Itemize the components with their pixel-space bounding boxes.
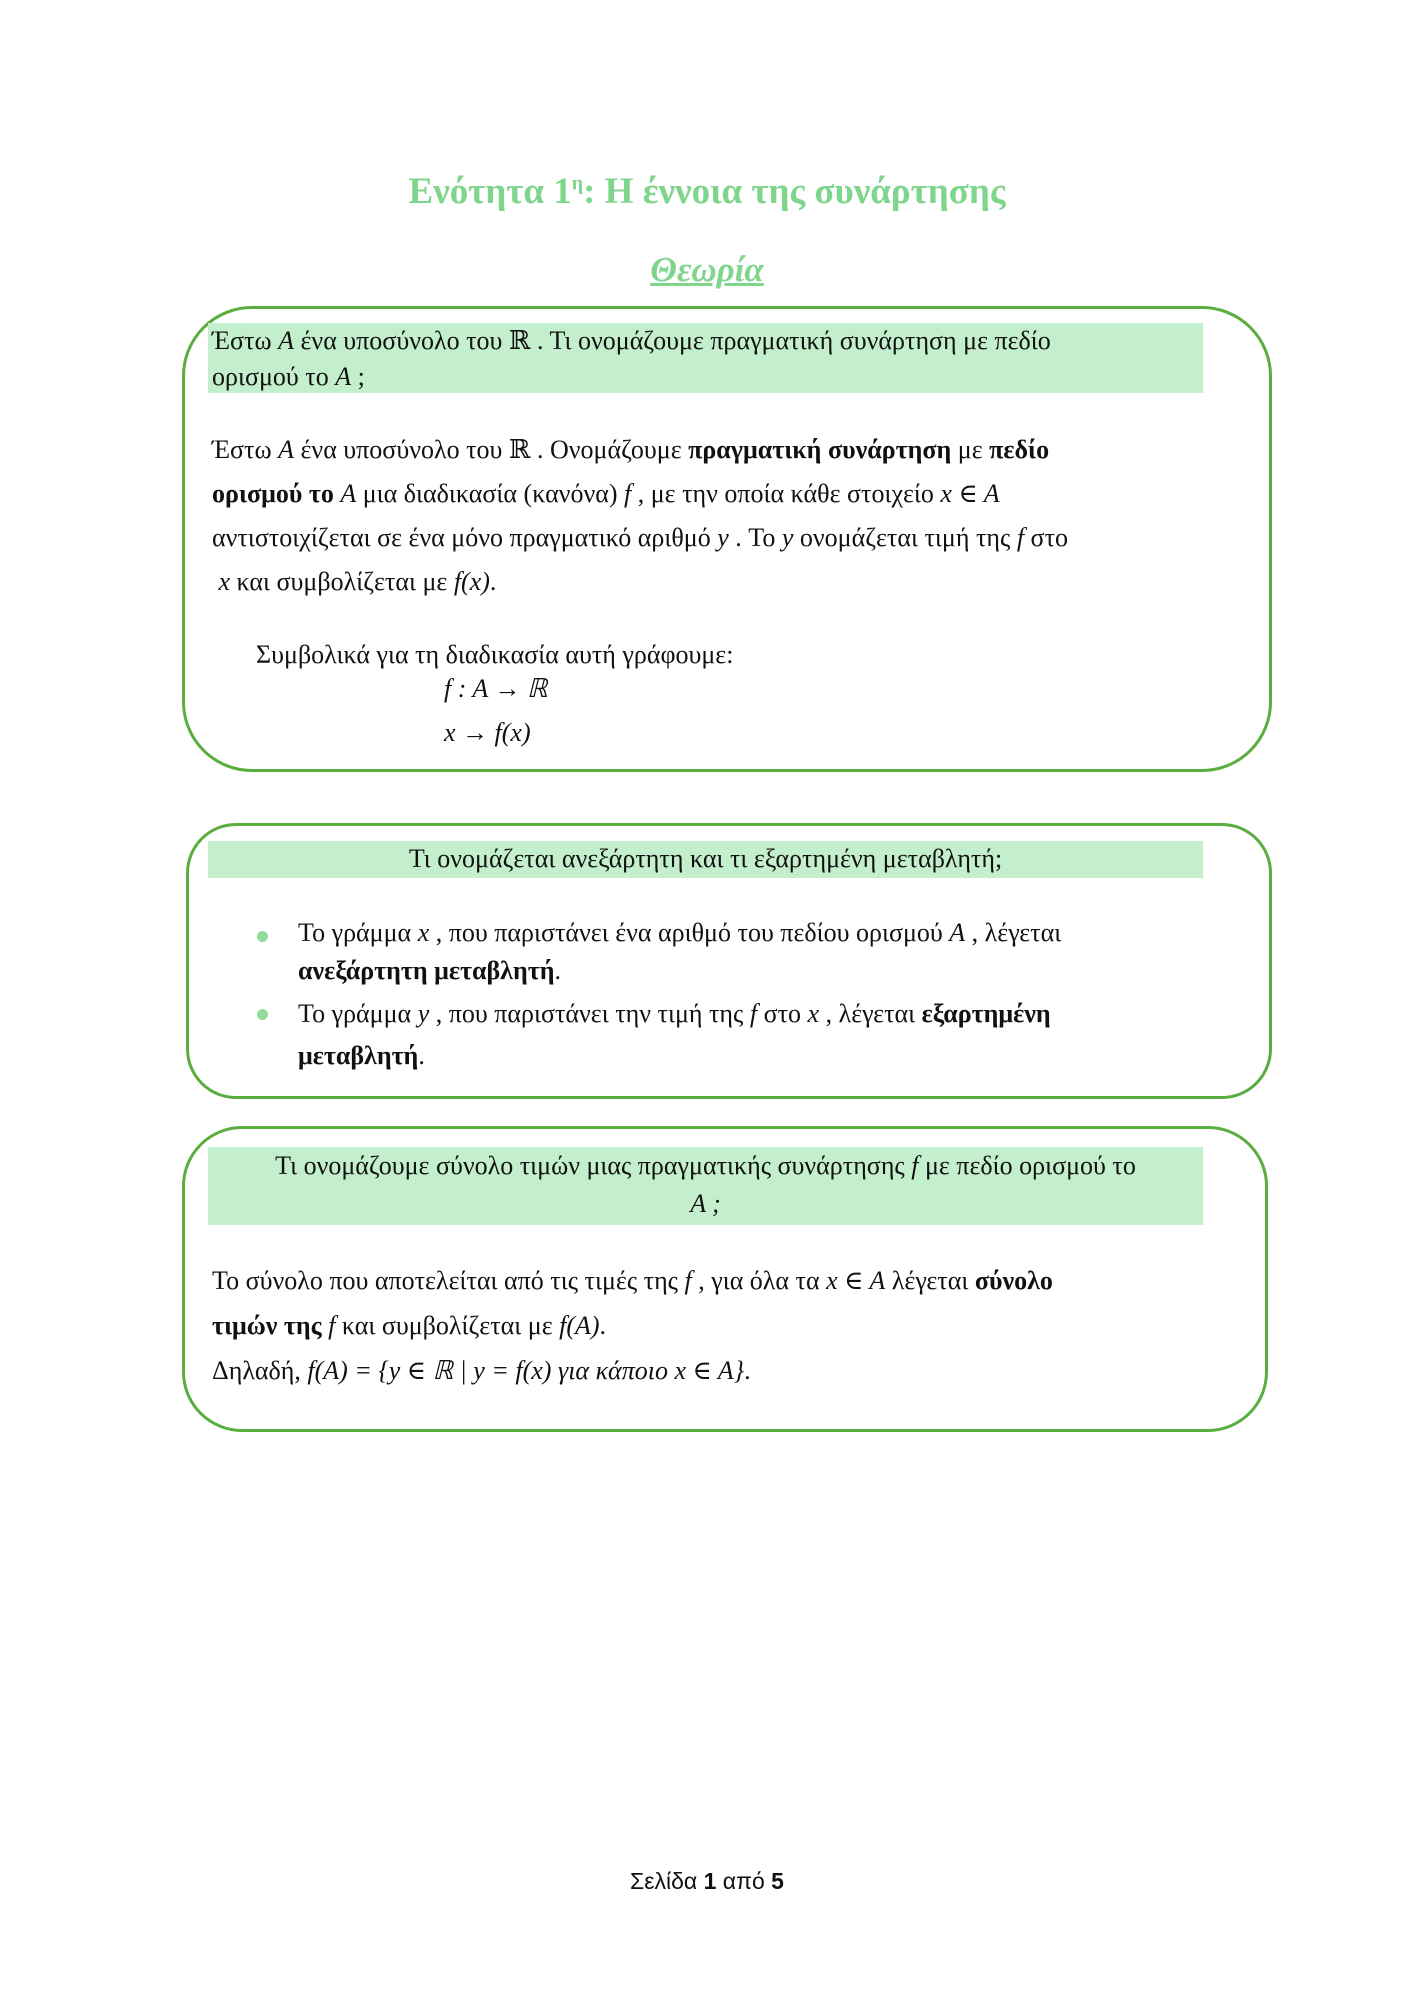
page-footer: Σελίδα 1 από 5: [630, 1868, 784, 1894]
mapping-line-2: x → f(x): [444, 718, 531, 747]
symbolic-text: Συμβολικά για τη διαδικασία αυτή γράφουμε:: [256, 640, 734, 669]
bullet-icon: [257, 931, 268, 942]
page-title: Ενότητα $1^\eta$: Η έννοια της συνάρτησης: [408, 171, 1006, 212]
question-function-definition: Έστω A ένα υποσύνολο του ℝ . Τι ονομάζουμε πραγματική συνάρτηση με πεδίο ορισμού το A ;: [208, 323, 1203, 393]
mapping-line-1: f : A → ℝ: [444, 674, 548, 703]
range-definition-text: Το σύνολο που αποτελείται από τις τιμές της f , για όλα τα x ∈ A λέγεται σύνολο τιμών της f και συμβολίζεται με f(A). Δηλαδή, f(A) = {y ∈ ℝ | y = f(x) για κάποιο x ∈ A}.: [212, 1266, 1053, 1385]
question-range: Τι ονομάζουμε σύνολο τιμών μιας πραγματικής συνάρτησης f με πεδίο ορισμού το A ;: [208, 1147, 1203, 1225]
question-variables: Τι ονομάζεται ανεξάρτητη και τι εξαρτημένη μεταβλητή;: [208, 841, 1203, 878]
bullet-independent: Το γράμμα x , που παριστάνει ένα αριθμό του πεδίου ορισμού A , λέγεται ανεξάρτητη μεταβλητή.: [298, 918, 1062, 985]
bullet-dependent: Το γράμμα y , που παριστάνει την τιμή της f στο x , λέγεται εξαρτημένη μεταβλητή.: [298, 999, 1051, 1070]
section-subtitle: Θεωρία: [650, 250, 764, 289]
function-definition-text: Έστω A ένα υποσύνολο του ℝ . Ονομάζουμε πραγματική συνάρτηση με πεδίο ορισμού το A μια διαδικασία (κανόνα) f , με την οποία κάθε στοιχείο x ∈ A αντιστοιχίζεται σε ένα μόνο πραγματικό αριθμό y . Το y ονομάζεται τιμή της f στο x και συμβολίζεται με f(x).: [212, 435, 1069, 596]
bullet-icon: [257, 1009, 268, 1020]
